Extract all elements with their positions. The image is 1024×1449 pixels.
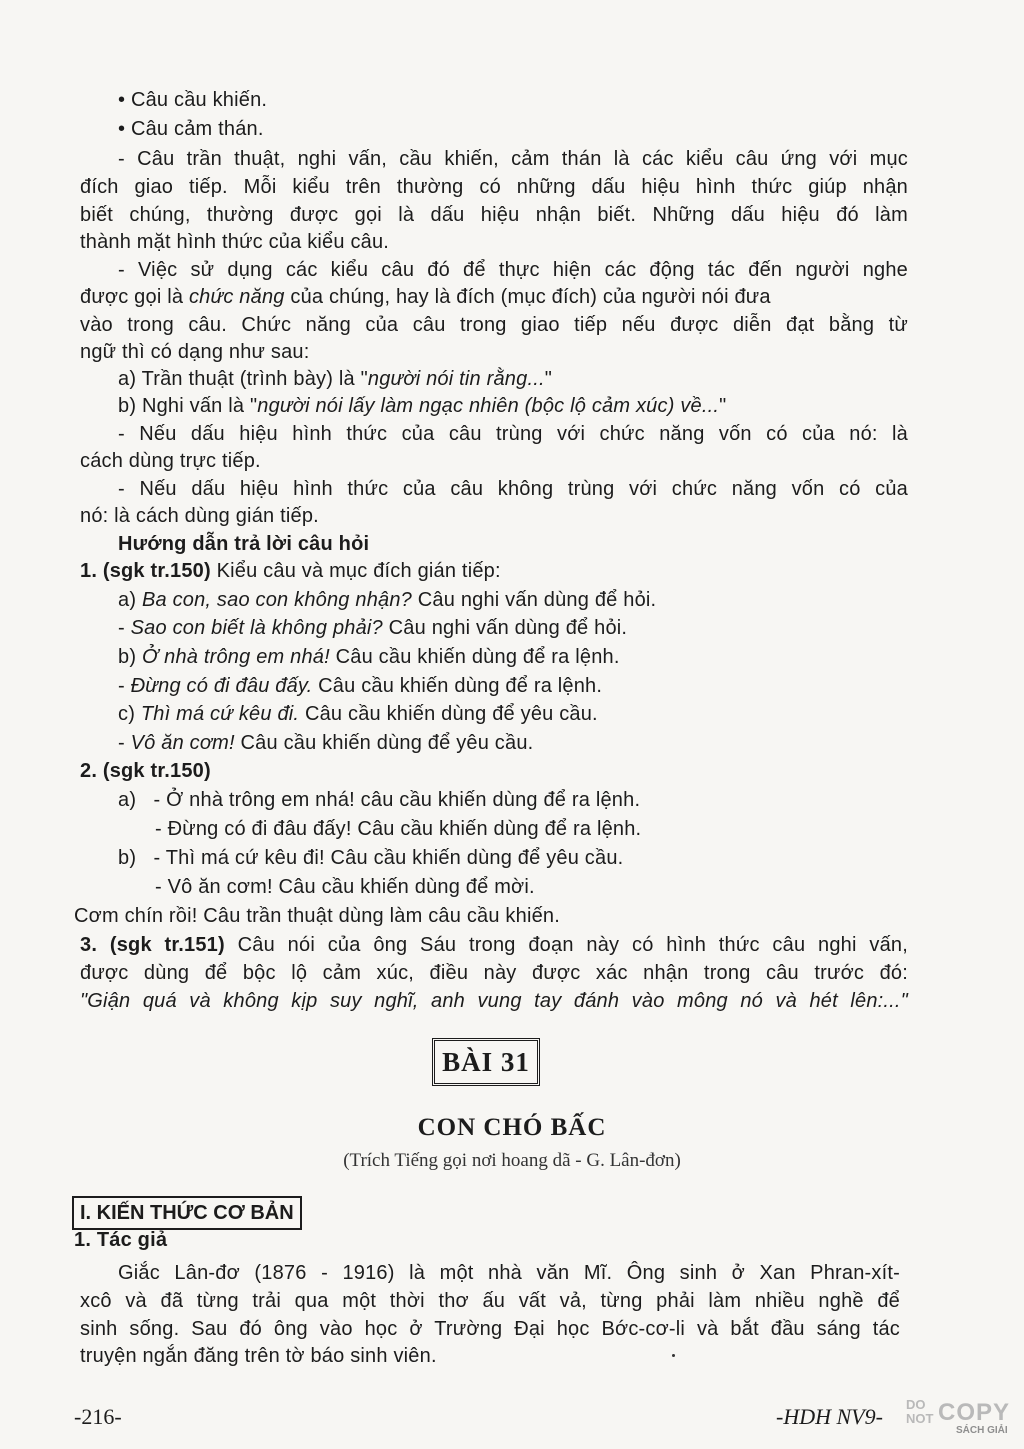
text-segment: Câu nghi vấn dùng để hỏi.	[412, 589, 657, 611]
paragraph-line: nó: là cách dùng gián tiếp.	[80, 505, 319, 527]
answer-line: b) - Thì má cứ kêu đi! Câu cầu khiến dùng để yêu cầu.	[118, 847, 624, 869]
paragraph-line: được dùng để bộc lộ cảm xúc, điều này được xác nhận trong câu trước đó:	[80, 962, 908, 984]
text-segment: -	[118, 675, 131, 697]
story-title: CON CHÓ BẤC	[417, 1114, 607, 1141]
paragraph-line	[80, 283, 771, 311]
answer-line: - Vô ăn cơm! Câu cầu khiến dùng để mời.	[155, 876, 535, 898]
text-segment: "	[544, 368, 553, 390]
answer-line: a) - Ở nhà trông em nhá! câu cầu khiến dùng để ra lệnh.	[118, 789, 641, 811]
watermark-logo	[906, 1398, 1010, 1438]
paragraph-line: - Câu trần thuật, nghi vấn, cầu khiến, cảm thán là các kiểu câu ứng với mục	[118, 148, 908, 170]
answer-line: - Đừng có đi đâu đấy! Câu cầu khiến dùng để ra lệnh.	[155, 818, 642, 840]
question-ref: 1. (sgk tr.150)	[80, 560, 211, 582]
function-item-b	[118, 392, 726, 420]
text-segment: Câu nói của ông Sáu trong đoạn này có hình thức câu nghi vấn,	[224, 934, 909, 956]
book-code: -HDH NV9-	[776, 1404, 883, 1429]
question-ref: 3. (sgk tr.151)	[80, 934, 225, 956]
story-subtitle: (Trích Tiếng gọi nơi hoang dã - G. Lân-đơn)	[343, 1150, 681, 1171]
paragraph-line: - Nếu dấu hiệu hình thức của câu không trùng với chức năng vốn có của	[118, 478, 908, 500]
quote-segment: Ba con, sao con không nhận?	[141, 589, 413, 611]
quote-segment: Thì má cứ kêu đi.	[140, 703, 300, 725]
quote-line: "Giận quá và không kịp suy nghĩ, anh vung tay đánh vào mông nó và hét lên:..."	[80, 990, 908, 1012]
text-segment: -	[118, 617, 131, 639]
text-segment: c)	[118, 703, 141, 725]
text-segment: Câu cầu khiến dùng để ra lệnh.	[329, 646, 620, 668]
watermark-do: DO	[906, 1397, 926, 1412]
watermark-not: NOT	[906, 1411, 934, 1426]
text-segment: Câu cầu khiến dùng để ra lệnh.	[312, 675, 603, 697]
answer-line	[118, 586, 656, 614]
watermark-copy: COPY	[938, 1399, 1011, 1426]
paragraph-line: cách dùng trực tiếp.	[80, 450, 261, 472]
italic-segment: người nói lấy làm ngạc nhiên (bộc lộ cảm xúc) về...	[257, 395, 720, 417]
function-item-a	[118, 365, 552, 393]
bullet-imperative: • Câu cầu khiến.	[118, 89, 268, 111]
text-segment: b) Nghi vấn là "	[118, 395, 258, 417]
answer-line	[118, 643, 620, 671]
emphasis-term: chức năng	[188, 286, 285, 308]
text-segment: -	[118, 732, 131, 754]
answer-line: Cơm chín rồi! Câu trần thuật dùng làm câu cầu khiến.	[74, 905, 560, 927]
answer-line	[118, 700, 598, 728]
text-segment: "	[719, 395, 727, 417]
text-segment: của chúng, hay là đích (mục đích) của người nói đưa	[284, 286, 771, 308]
answers-heading: Hướng dẫn trả lời câu hỏi	[118, 533, 370, 555]
text-segment: Câu nghi vấn dùng để hỏi.	[382, 617, 628, 639]
paragraph-line: xcô và đã từng trải qua một thời thơ ấu vất vả, từng phải làm nhiều nghề để	[80, 1290, 900, 1312]
text-segment: Kiểu câu và mục đích gián tiếp:	[210, 560, 501, 582]
paragraph-line: biết chúng, thường được gọi là dấu hiệu nhận biết. Những dấu hiệu đó làm	[80, 204, 908, 226]
paragraph-line: thành mặt hình thức của kiểu câu.	[80, 231, 390, 253]
question-2-heading: 2. (sgk tr.150)	[80, 760, 211, 782]
paragraph-line: sinh sống. Sau đó ông vào học ở Trường Đại học Bớc-cơ-li và bắt đầu sáng tác	[80, 1318, 900, 1340]
text-segment: b)	[118, 646, 142, 668]
text-segment: được gọi là	[80, 286, 189, 308]
lesson-label: BÀI 31	[432, 1038, 540, 1086]
answer-line	[118, 614, 627, 642]
paragraph-line: truyện ngắn đăng trên tờ báo sinh viên.	[80, 1345, 437, 1367]
question-1-heading	[80, 557, 501, 585]
question-3-line	[80, 931, 908, 959]
paragraph-line: - Nếu dấu hiệu hình thức của câu trùng với chức năng vốn có của nó: là	[118, 423, 908, 445]
italic-segment: người nói tin rằng...	[367, 368, 545, 390]
paragraph-line: vào trong câu. Chức năng của câu trong giao tiếp nếu được diễn đạt bằng từ	[80, 314, 908, 336]
quote-segment: Sao con biết là không phải?	[130, 617, 383, 639]
text-segment: Câu cầu khiến dùng để yêu cầu.	[299, 703, 598, 725]
text-segment: Câu cầu khiến dùng để yêu cầu.	[234, 732, 534, 754]
paragraph-line: Giắc Lân-đơ (1876 - 1916) là một nhà văn Mĩ. Ông sinh ở Xan Phran-xít-	[118, 1262, 900, 1284]
quote-segment: Vô ăn cơm!	[130, 732, 235, 754]
paragraph-line: đích giao tiếp. Mỗi kiểu trên thường có những dấu hiệu hình thức giúp nhận	[80, 176, 908, 198]
quote-segment: Đừng có đi đâu đấy.	[130, 675, 313, 697]
answer-line	[118, 729, 533, 757]
paragraph-line: ngữ thì có dạng như sau:	[80, 341, 310, 363]
bullet-exclamatory: • Câu cảm thán.	[118, 118, 264, 140]
watermark-brand: SÁCH GIẢI	[956, 1425, 1008, 1436]
section-heading: I. KIẾN THỨC CƠ BẢN	[72, 1196, 302, 1230]
paragraph-line: - Việc sử dụng các kiểu câu đó để thực hiện các động tác đến người nghe	[118, 259, 908, 281]
text-segment: a) Trần thuật (trình bày) là "	[118, 368, 368, 390]
page-number: -216-	[74, 1404, 122, 1429]
text-segment: a)	[118, 589, 142, 611]
print-speck	[672, 1354, 675, 1357]
sub-heading: 1. Tác giả	[74, 1229, 168, 1251]
answer-line	[118, 672, 602, 700]
quote-segment: Ở nhà trông em nhá!	[141, 646, 330, 668]
